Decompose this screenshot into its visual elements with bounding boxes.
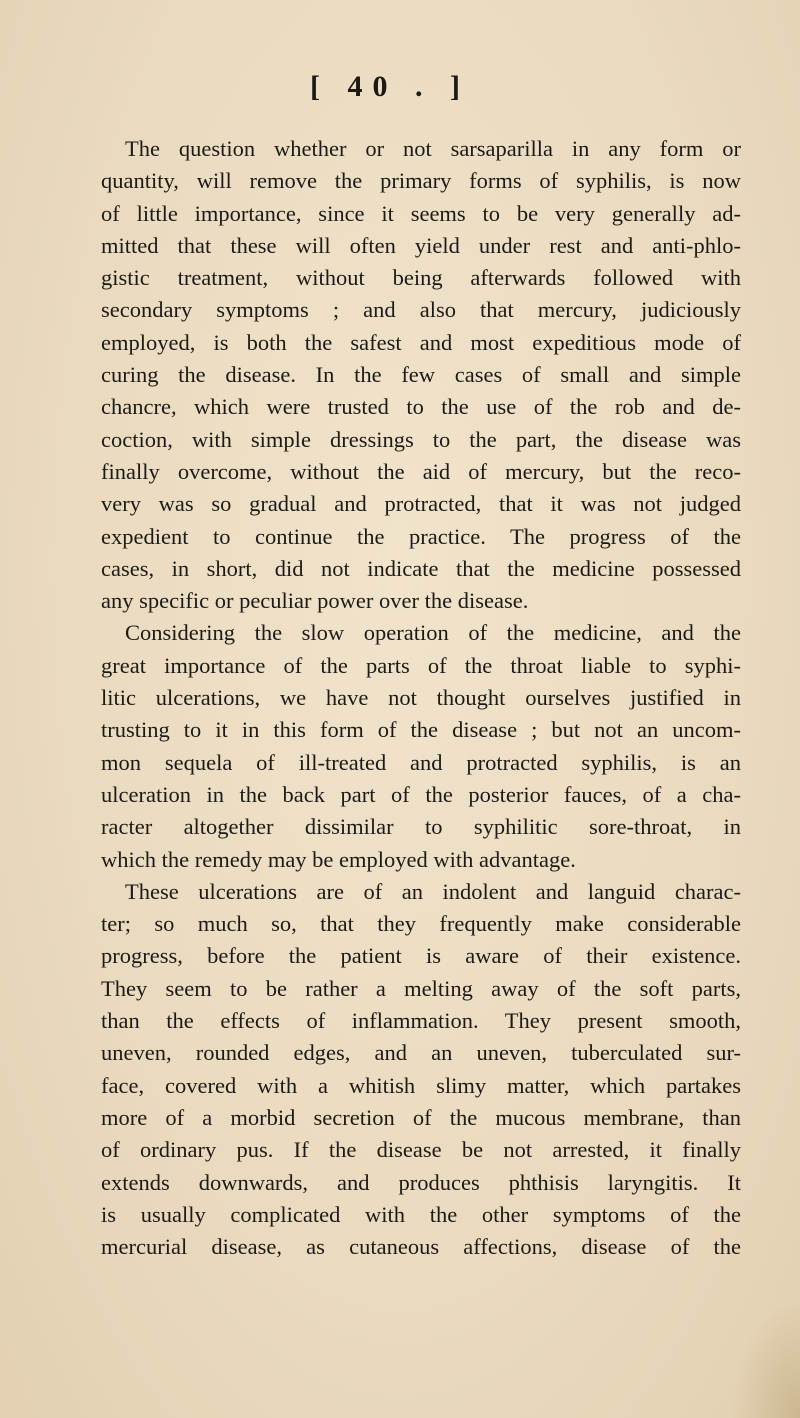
text-line: very was so gradual and protracted, that it was not judged (101, 491, 741, 517)
text-line: of little importance, since it seems to be very generally ad- (101, 200, 741, 226)
text-line: quantity, will remove the primary forms of syphilis, is now (101, 168, 741, 194)
text-line: mon sequela of ill-treated and protracted syphilis, is an (101, 749, 741, 775)
text-line: racter altogether dissimilar to syphilitic sore-throat, in (101, 814, 741, 840)
text-line: which the remedy may be employed with advantage. (101, 846, 576, 872)
text-line: progress, before the patient is aware of their existence. (101, 943, 741, 969)
text-line: chancre, which were trusted to the use of the rob and de- (101, 394, 741, 420)
text-line: trusting to it in this form of the disease ; but not an uncom- (101, 717, 741, 743)
body-text (101, 133, 741, 1263)
text-line: cases, in short, did not indicate that the medicine possessed (101, 555, 741, 581)
text-line: expedient to continue the practice. The progress of the (101, 523, 741, 549)
text-line: finally overcome, without the aid of mercury, but the reco- (101, 458, 741, 484)
text-line: Considering the slow operation of the medicine, and the (125, 620, 741, 646)
text-line: coction, with simple dressings to the part, the disease was (101, 426, 741, 452)
text-line: employed, is both the safest and most expeditious mode of (101, 329, 741, 355)
text-line: The question whether or not sarsaparilla in any form or (125, 136, 741, 161)
text-line: any specific or peculiar power over the disease. (101, 588, 529, 614)
text-line: face, covered with a whitish slimy matter, which partakes (101, 1072, 741, 1098)
text-line: They seem to be rather a melting away of the soft parts, (101, 975, 741, 1001)
text-line: of ordinary pus. If the disease be not arrested, it finally (101, 1137, 741, 1163)
text-line: uneven, rounded edges, and an uneven, tuberculated sur- (101, 1040, 741, 1066)
text-line: extends downwards, and produces phthisis laryngitis. It (101, 1169, 741, 1195)
text-line: great importance of the parts of the throat liable to syphi- (101, 652, 741, 678)
text-line: gistic treatment, without being afterwards followed with (101, 265, 741, 291)
text-line: mitted that these will often yield under rest and anti-phlo- (101, 232, 741, 258)
text-line: than the effects of inflammation. They present smooth, (101, 1008, 741, 1034)
text-line: is usually complicated with the other symptoms of the (101, 1201, 741, 1227)
text-line: curing the disease. In the few cases of small and simple (101, 362, 741, 388)
text-line: ter; so much so, that they frequently make considerable (101, 911, 741, 937)
text-line: more of a morbid secretion of the mucous membrane, than (101, 1104, 741, 1130)
text-line: litic ulcerations, we have not thought ourselves justified in (101, 685, 741, 711)
page-number: [ 40 . ] (310, 70, 470, 103)
text-line: ulceration in the back part of the posterior fauces, of a cha- (101, 781, 741, 807)
text-line: secondary symptoms ; and also that mercury, judiciously (101, 297, 741, 323)
text-line: These ulcerations are of an indolent and languid charac- (125, 878, 741, 904)
paper-stain (730, 1298, 800, 1418)
text-line: mercurial disease, as cutaneous affections, disease of the (101, 1234, 741, 1260)
